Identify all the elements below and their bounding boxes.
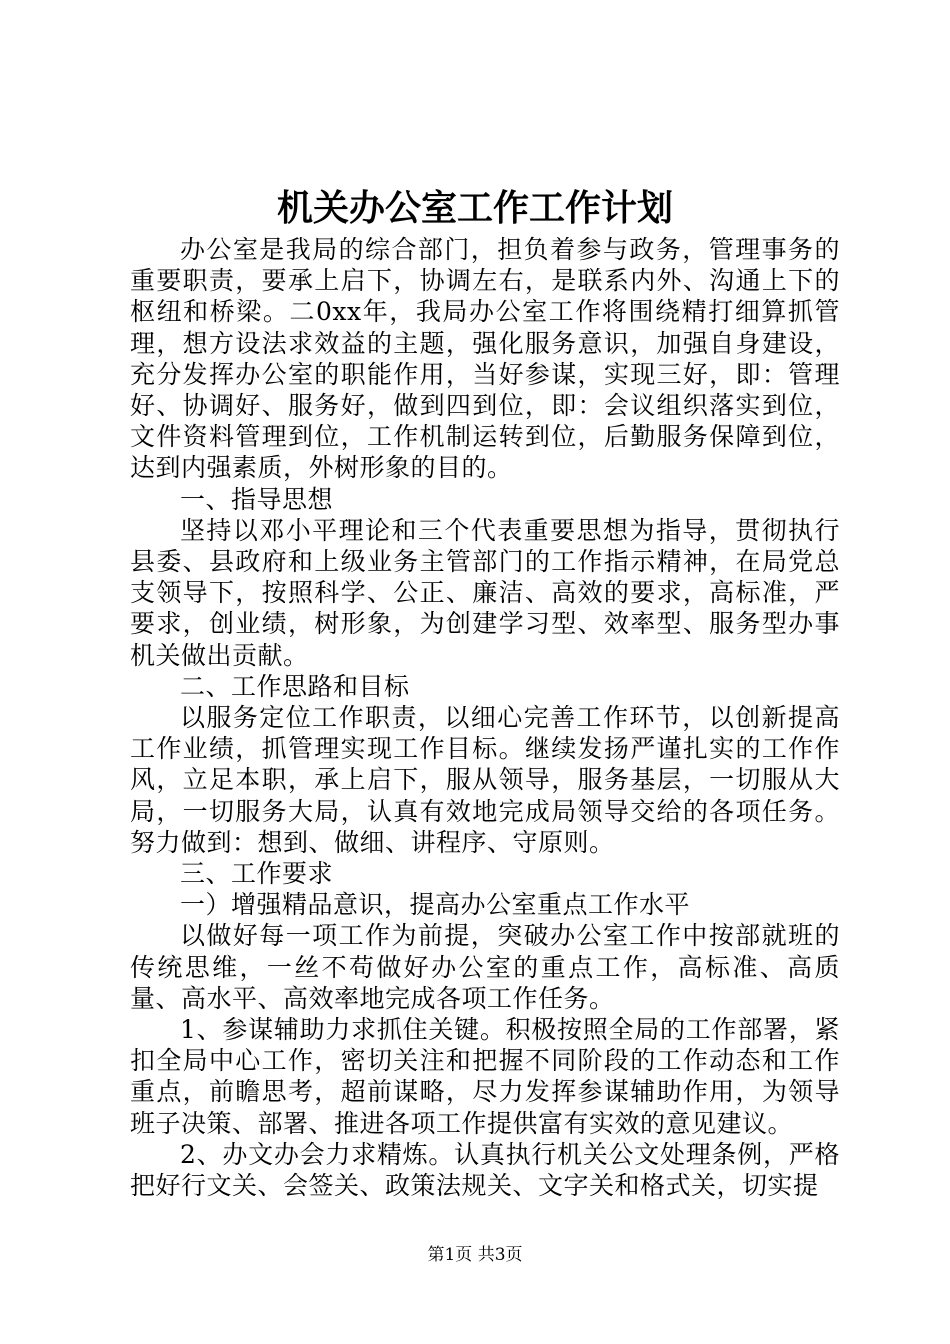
paragraph-intro: 办公室是我局的综合部门，担负着参与政务，管理事务的重要职责，要承上启下，协调左右，是联系内外、沟通上下的枢纽和桥梁。二0xx年，我局办公室工作将围绕精打细算抓管理，想方设法求效益的主题，强化服务意识，加强自身建设，充分发挥办公室的职能作用，当好参谋，实现三好，即：管理好、协调好、服务好，做到四到位，即：会议组织落实到位，文件资料管理到位，工作机制运转到位，后勤服务保障到位，达到内强素质，外树形象的目的。 [130,235,840,483]
subsection-heading-quality: 一）增强精品意识，提高办公室重点工作水平 [180,890,691,920]
paragraph-item-1: 1、参谋辅助力求抓住关键。积极按照全局的工作部署，紧扣全局中心工作，密切关注和把握不同阶段的工作动态和工作重点，前瞻思考，超前谋略，尽力发挥参谋辅助作用，为领导班子决策、部署、推进各项工作提供富有实效的意见建议。 [130,1015,840,1138]
paragraph-item-2: 2、办文办会力求精炼。认真执行机关公文处理条例，严格把好行文关、会签关、政策法规关、文字关和格式关，切实提 [130,1139,840,1201]
page-footer: 第1页 共3页 [427,1245,523,1265]
section-heading-guiding-ideology: 一、指导思想 [180,484,334,514]
section-heading-requirements: 三、工作要求 [180,859,334,889]
document-title: 机关办公室工作工作计划 [276,187,673,229]
document-body [130,234,840,1201]
paragraph-ideas-goals: 以服务定位工作职责，以细心完善工作环节，以创新提高工作业绩，抓管理实现工作目标。继续发扬严谨扎实的工作作风，立足本职，承上启下，服从领导，服务基层，一切服从大局，一切服务大局，认真有效地完成局领导交给的各项任务。努力做到：想到、做细、讲程序、守原则。 [130,703,840,857]
section-heading-ideas-goals: 二、工作思路和目标 [180,671,410,701]
paragraph-quality: 以做好每一项工作为前提，突破办公室工作中按部就班的传统思维，一丝不苟做好办公室的重点工作，高标准、高质量、高水平、高效率地完成各项工作任务。 [130,921,840,1013]
paragraph-guiding-ideology: 坚持以邓小平理论和三个代表重要思想为指导，贯彻执行县委、县政府和上级业务主管部门的工作指示精神，在局党总支领导下，按照科学、公正、廉洁、高效的要求，高标准，严要求，创业绩，树形象，为创建学习型、效率型、服务型办事机关做出贡献。 [130,515,840,670]
